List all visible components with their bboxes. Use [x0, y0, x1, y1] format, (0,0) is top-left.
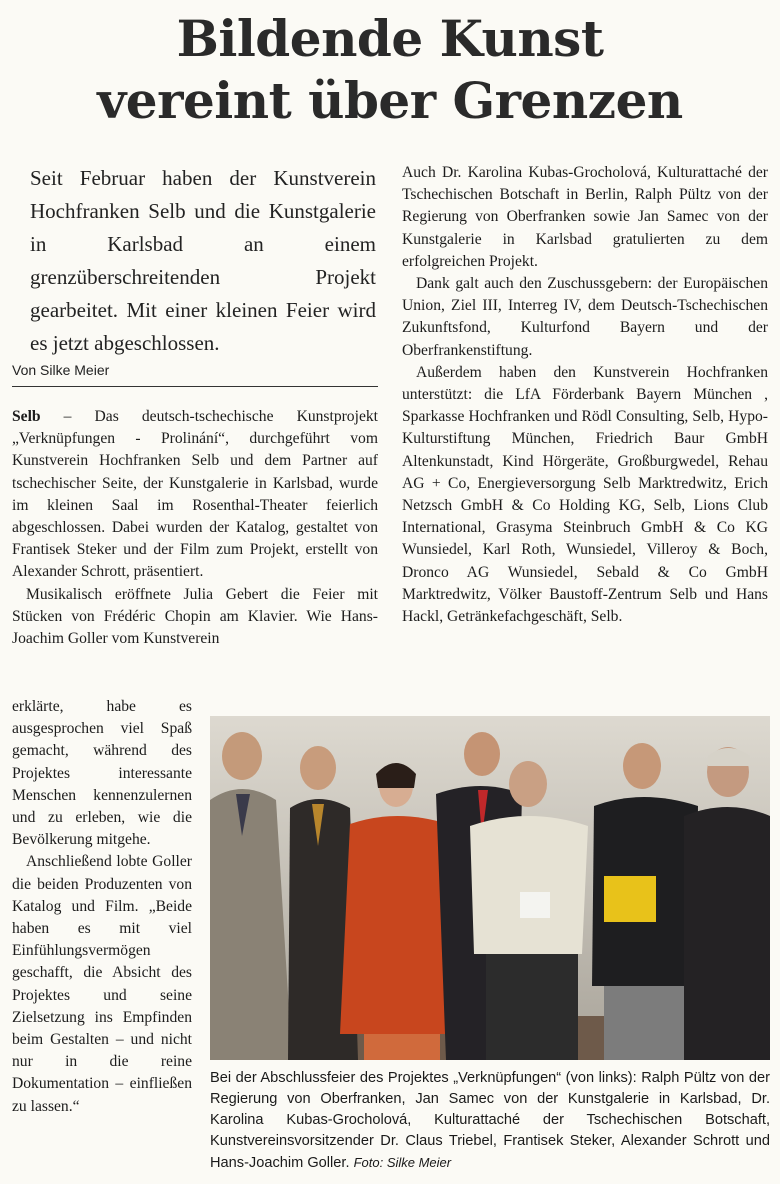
article-paragraph-6: Dank galt auch den Zuschussgebern: der Europäischen Union, Ziel III, Interreg IV, dem Deutsch-Tschechischen Zukunftsfond, Kulturfond Bayern und der Oberfrankenstiftung. — [402, 275, 768, 359]
article-paragraph-1-text: – Das deutsch-tschechische Kunstprojekt „Verknüpfungen - Prolinání“, durchgeführt vom Kunstverein Hochfranken Selb und dem Partner auf tschechischer Seite, der Kunstgalerie in Karlsbad, wurde im kleinen Saal im Rosenthal-Theater feierlich abgeschlossen. Dabei wurden der Katalog, gestaltet von Frantisek Steker und der Film zum Projekt, erstellt von Alexander Schrott, präsentiert. — [12, 408, 378, 581]
article-paragraph-3: erklärte, habe es ausgesprochen viel Spaß gemacht, während des Projektes interessante Menschen kennenzulernen und zu erleben, wie die Bevölkerung mitgehe. — [12, 698, 192, 849]
article-column-left — [12, 406, 378, 650]
caption-text: Bei der Abschlussfeier des Projektes „Verknüpfungen“ (von links): Ralph Pültz von der Regierung von Oberfranken, Jan Samec von der Kunstgalerie in Karlsbad, Dr. Karolina Kubas-Grocholová, Kulturattaché der Tschechischen Botschaft, Kunstvereinsvorsitzender Dr. Claus Triebel, Frantisek Steker, Alexander Schrott und Hans-Joachim Goller. — [210, 1070, 770, 1171]
article-column-right — [402, 162, 768, 628]
headline-line-1: Bildende Kunst — [176, 9, 604, 68]
photo-credit: Foto: Silke Meier — [353, 1155, 452, 1170]
group-photo-illustration — [210, 716, 770, 1060]
byline: Von Silke Meier — [12, 362, 378, 387]
dateline: Selb — [12, 408, 41, 425]
group-photo — [210, 716, 770, 1060]
article-paragraph-2: Musikalisch eröffnete Julia Gebert die Feier mit Stücken von Frédéric Chopin am Klavier. Wie Hans-Joachim Goller vom Kunstverein — [12, 585, 378, 648]
article-paragraph-5: Auch Dr. Karolina Kubas-Grocholová, Kulturattaché der Tschechischen Botschaft in Berlin, Ralph Pültz von der Regierung von Oberfranken sowie Jan Samec von der Kunstgalerie in Karlsbad gratulierten zu dem erfolgreichen Projekt. — [402, 164, 768, 270]
headline-line-2: vereint über Grenzen — [97, 71, 683, 130]
article-paragraph-4: Anschließend lobte Goller die beiden Produzenten von Katalog und Film. „Beide haben es mit viel Einfühlungsvermögen geschafft, die Absicht des Projektes und seine Zielsetzung ins Empfinden beim Gestalten – und nicht nur in die reine Dokumentation – einfließen zu lassen.“ — [12, 853, 192, 1115]
lead-paragraph: Seit Februar haben der Kunstverein Hochfranken Selb und die Kunstgalerie in Karlsbad an einem grenzüberschreitenden Projekt gearbeitet. Mit einer kleinen Feier wird es jetzt abgeschlossen. — [30, 166, 376, 355]
article-paragraph-1 — [12, 406, 378, 584]
article-paragraph-7: Außerdem haben den Kunstverein Hochfranken unterstützt: die LfA Förderbank Bayern München , Sparkasse Hochfranken und Rödl Consulting, Selb, Hypo-Kulturstiftung München, Friedrich Baur GmbH Altenkunstadt, Kind Hörgeräte, Großburgwedel, Rehau AG + Co, Energieversorgung Selb Marktredwitz, Erich Netzsch GmbH & Co Holding KG, Selb, Lions Club International, Grasyma Steinbruch GmbH & Co KG Wunsiedel, Karl Roth, Wunsiedel, Villeroy & Boch, Dronco AG Wunsiedel, Sebald & Co GmbH Marktredwitz, Völker Baustoff-Zentrum Selb und Hans Hackl, Getränkefachgeschäft, Selb. — [402, 363, 768, 626]
photo-caption — [210, 1068, 770, 1174]
headline — [0, 8, 780, 132]
article-column-narrow — [12, 696, 192, 1118]
